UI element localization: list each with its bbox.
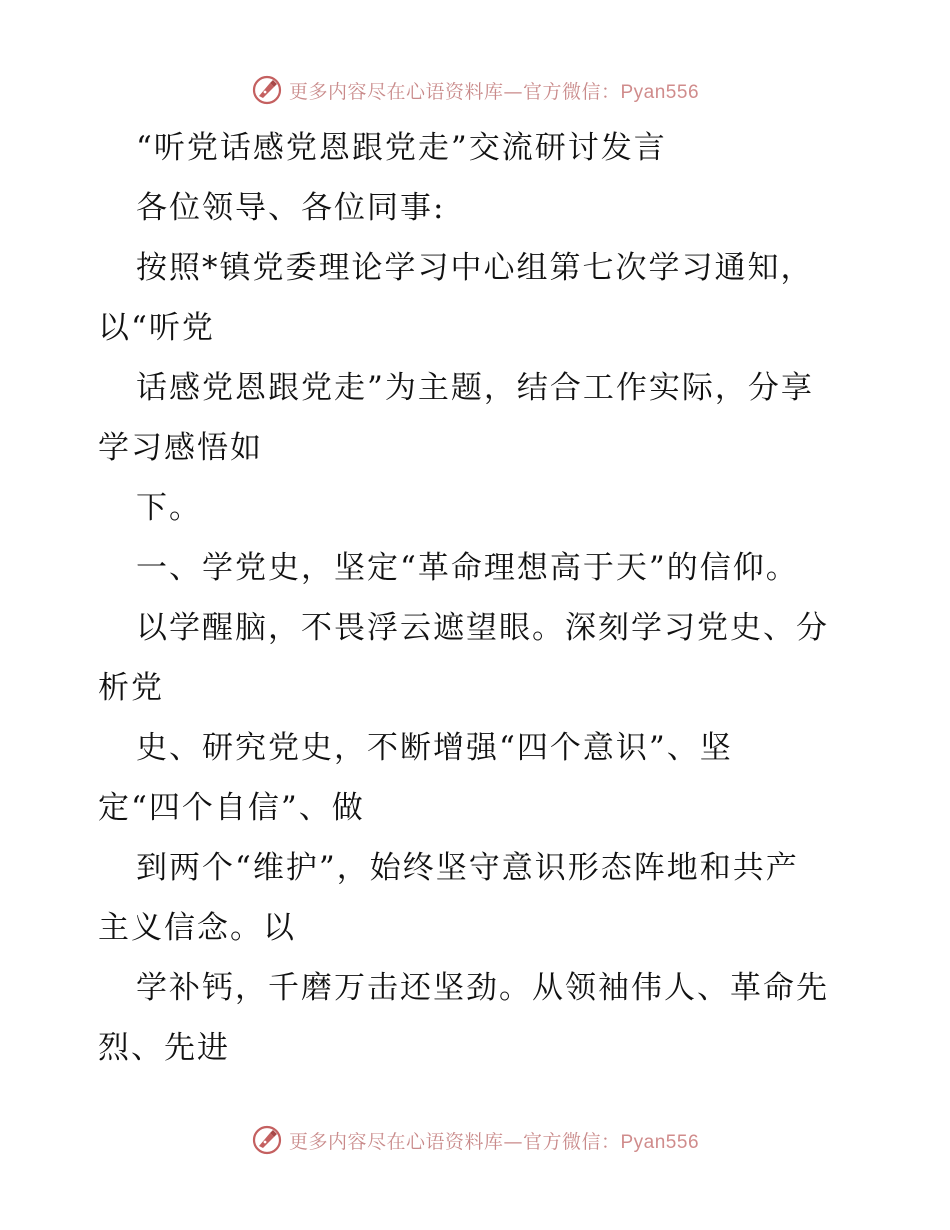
text-line: 烈、先进 [98, 1030, 230, 1066]
text-line: 主义信念。以 [98, 910, 296, 946]
text-line: 学补钙，千磨万击还坚劲。从领袖伟人、革命先 [136, 970, 829, 1006]
document-body [98, 118, 858, 1078]
text-line: 按照*镇党委理论学习中心组第七次学习通知， [136, 250, 814, 286]
text-line: 一、学党史，坚定“革命理想高于天”的信仰。 [136, 550, 799, 586]
pen-nib-logo-icon [251, 74, 283, 106]
footer-watermark [0, 1120, 950, 1160]
text-line: 话感党恩跟党走”为主题，结合工作实际，分享 [136, 370, 814, 406]
header-watermark [0, 70, 950, 110]
text-line: 各位领导、各位同事: [136, 190, 446, 226]
text-line: 学习感悟如 [98, 430, 263, 466]
text-line: 析党 [98, 670, 164, 706]
pen-nib-logo-icon [251, 1124, 283, 1156]
text-line: “听党话感党恩跟党走”交流研讨发言 [136, 130, 667, 166]
text-line: 到两个“维护”，始终坚守意识形态阵地和共产 [136, 850, 799, 886]
watermark-text: 更多内容尽在心语资料库—官方微信：Pyan556 [288, 80, 700, 103]
text-line: 史、研究党史，不断增强“四个意识”、坚 [136, 730, 733, 766]
text-line: 下。 [136, 490, 202, 526]
watermark-text: 更多内容尽在心语资料库—官方微信：Pyan556 [288, 1130, 700, 1153]
text-line: 以“听党 [98, 310, 215, 346]
text-line: 定“四个自信”、做 [98, 790, 365, 826]
text-line: 以学醒脑，不畏浮云遮望眼。深刻学习党史、分 [136, 610, 829, 646]
